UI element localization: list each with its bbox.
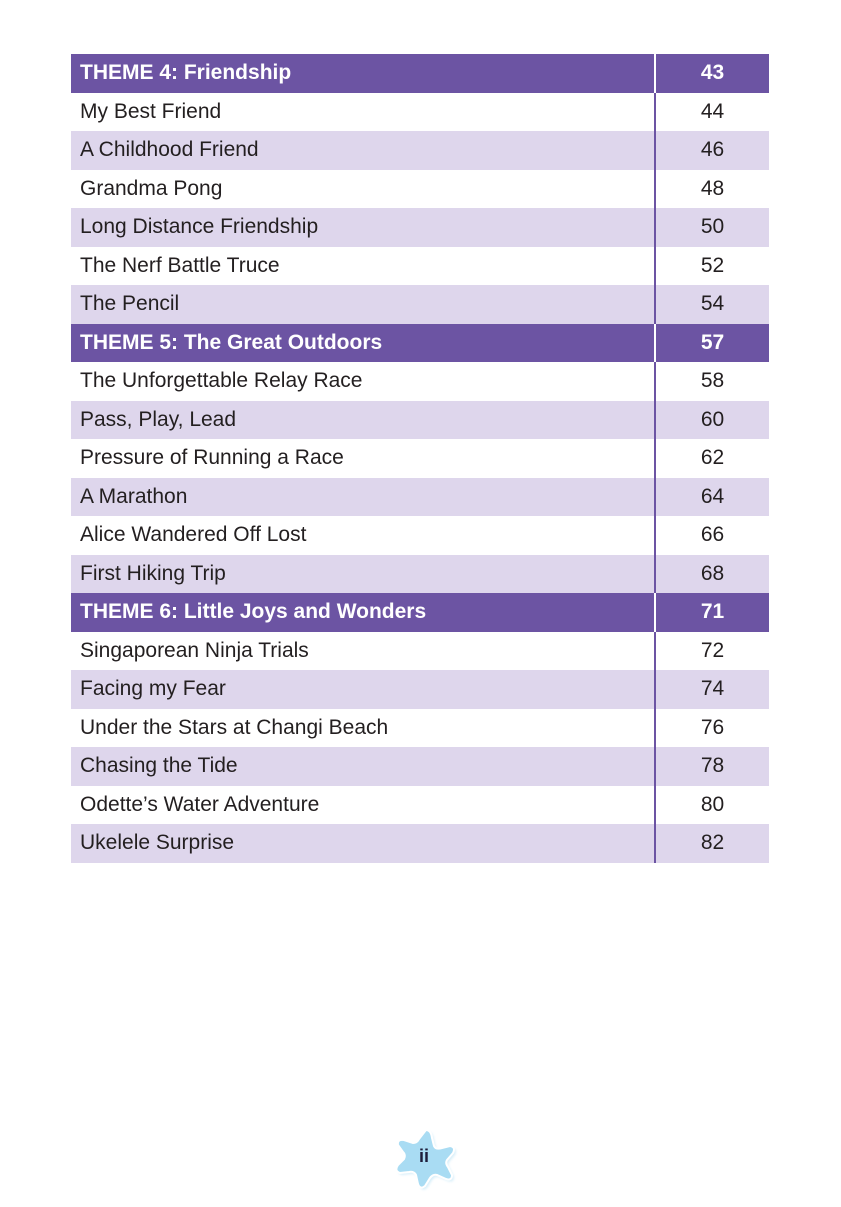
entry-page-number: 50 <box>700 215 725 239</box>
toc-entry-row <box>71 747 769 786</box>
entry-title: Facing my Fear <box>71 670 656 709</box>
entry-title: A Marathon <box>71 478 656 517</box>
entry-title: The Pencil <box>71 285 656 324</box>
entry-page-number: 48 <box>700 176 725 200</box>
entry-page-number: 64 <box>700 484 725 508</box>
table-of-contents <box>71 54 769 863</box>
entry-title: First Hiking Trip <box>71 555 656 594</box>
entry-title: The Nerf Battle Truce <box>71 247 656 286</box>
entry-page-number: 72 <box>700 638 725 662</box>
theme-header-row <box>71 54 769 93</box>
theme-title: THEME 4: Friendship <box>71 54 656 93</box>
entry-page-number: 74 <box>700 677 725 701</box>
entry-title: Under the Stars at Changi Beach <box>71 709 656 748</box>
entry-page-number: 46 <box>700 138 725 162</box>
entry-page-number: 66 <box>700 523 725 547</box>
toc-entry-row <box>71 208 769 247</box>
entry-page-number: 62 <box>700 446 725 470</box>
toc-entry-row <box>71 786 769 825</box>
entry-title: Grandma Pong <box>71 170 656 209</box>
toc-entry-row <box>71 632 769 671</box>
theme-page-number: 57 <box>700 330 725 354</box>
theme-title: THEME 5: The Great Outdoors <box>71 324 656 363</box>
entry-title: Alice Wandered Off Lost <box>71 516 656 555</box>
entry-page-number: 60 <box>700 407 725 431</box>
toc-entry-row <box>71 247 769 286</box>
entry-page-number: 82 <box>700 831 725 855</box>
entry-title: Pass, Play, Lead <box>71 401 656 440</box>
page-number: ii <box>418 1145 429 1166</box>
toc-entry-row <box>71 439 769 478</box>
entry-page-number: 44 <box>700 99 725 123</box>
entry-title: My Best Friend <box>71 93 656 132</box>
entry-page-number: 52 <box>700 253 725 277</box>
theme-page-number: 71 <box>700 600 725 624</box>
entry-title: Long Distance Friendship <box>71 208 656 247</box>
entry-title: Pressure of Running a Race <box>71 439 656 478</box>
toc-entry-row <box>71 555 769 594</box>
toc-entry-row <box>71 285 769 324</box>
toc-entry-row <box>71 131 769 170</box>
theme-header-row <box>71 593 769 632</box>
toc-entry-row <box>71 709 769 748</box>
page-number-badge <box>390 1124 458 1192</box>
toc-entry-row <box>71 670 769 709</box>
entry-title: Chasing the Tide <box>71 747 656 786</box>
toc-entry-row <box>71 516 769 555</box>
toc-entry-row <box>71 170 769 209</box>
entry-title: Odette’s Water Adventure <box>71 786 656 825</box>
entry-page-number: 80 <box>700 792 725 816</box>
entry-title: Ukelele Surprise <box>71 824 656 863</box>
entry-page-number: 76 <box>700 715 725 739</box>
entry-page-number: 78 <box>700 754 725 778</box>
toc-entry-row <box>71 824 769 863</box>
entry-page-number: 68 <box>700 561 725 585</box>
entry-title: Singaporean Ninja Trials <box>71 632 656 671</box>
toc-entry-row <box>71 401 769 440</box>
toc-entry-row <box>71 93 769 132</box>
entry-page-number: 58 <box>700 369 725 393</box>
theme-page-number: 43 <box>700 61 725 85</box>
entry-title: The Unforgettable Relay Race <box>71 362 656 401</box>
theme-title: THEME 6: Little Joys and Wonders <box>71 593 656 632</box>
entry-title: A Childhood Friend <box>71 131 656 170</box>
entry-page-number: 54 <box>700 292 725 316</box>
toc-entry-row <box>71 478 769 517</box>
theme-header-row <box>71 324 769 363</box>
toc-entry-row <box>71 362 769 401</box>
